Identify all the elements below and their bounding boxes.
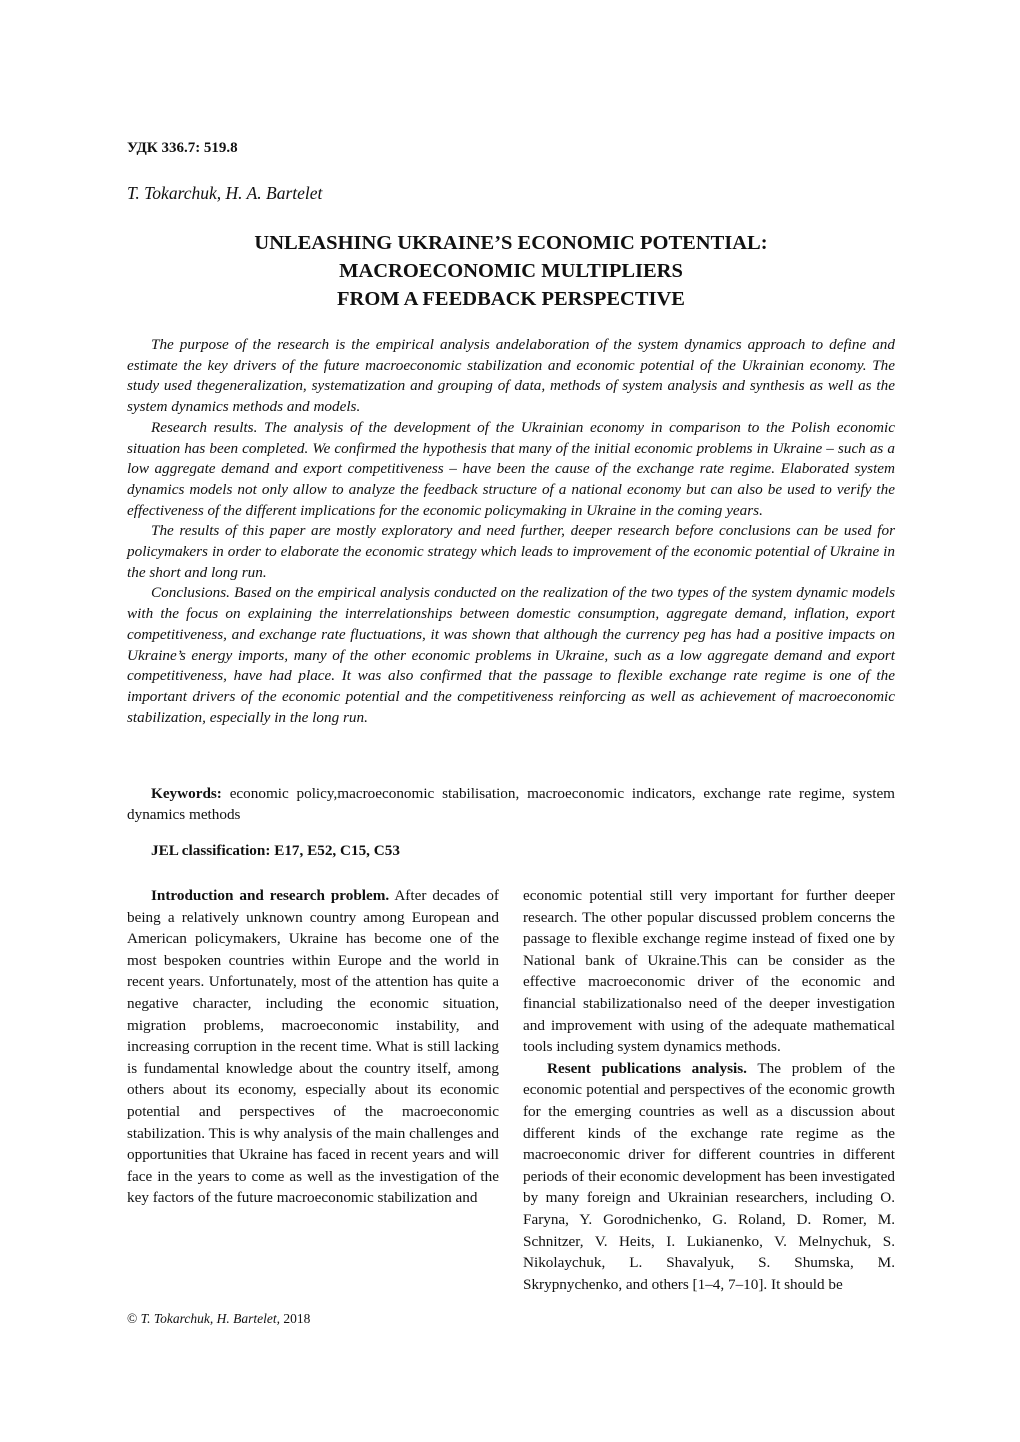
- recent-publications-heading: Resent publications analysis.: [547, 1059, 747, 1077]
- abstract: [127, 335, 895, 728]
- authors: T. Tokarchuk, H. A. Bartelet: [127, 183, 323, 203]
- intro-text: After decades of being a relatively unknown country among European and American policymakers, Ukraine has become one of the most bespoken countries within Europe and the world in recent years. Unfortunately, most of the attention has quite a negative character, including the economic situation, migration problems, macroeconomic instability, and increasing corruption in the recent time. What is still lacking is fundamental knowledge about the country itself, among others about its economy, especially about its economic potential and perspectives of the macroeconomic stabilization. This is why analysis of the main challenges and opportunities that Ukraine has faced in recent years and will face in the years to come as well as the investigation of the key factors of the future macroeconomic stabilization and: [127, 887, 499, 1207]
- intro-heading: Introduction and research problem.: [151, 887, 390, 904]
- recent-publications-text: The problem of the economic potential and perspectives of the economic growth for the emerging countries as well as a discussion about different kinds of the exchange rate regime as the macroeconomic driver for different countries in different periods of their economic development has been investigated by many foreign and Ukrainian researchers, including O. Faryna, Y. Gorodnichenko, G. Roland, D. Romer, M. Schnitzer, V. Heits, I. Lukianenko, V. Melnychuk, S. Nikolaychuk, L. Shavalyuk, S. Shumska, M. Skrypnychenko, and others [1–4, 7–10]. It should be: [523, 1059, 895, 1293]
- copyright-symbol: ©: [127, 1311, 138, 1326]
- abstract-exploratory: The results of this paper are mostly exploratory and need further, deeper research before conclusions can be used for policymakers in order to elaborate the economic strategy which leads to improvement of the economic potential of Ukraine in the short and long run.: [127, 522, 895, 581]
- keywords-label: Keywords:: [151, 785, 222, 802]
- udc-code: УДК 336.7: 519.8: [127, 140, 238, 156]
- copyright-year: 2018: [283, 1311, 311, 1326]
- copyright-authors: T. Tokarchuk, H. Bartelet,: [140, 1311, 281, 1326]
- intro-continuation: economic potential still very important for further deeper research. The other popular discussed problem concerns the passage to flexible exchange regime instead of fixed one by National bank of Ukraine.This can be consider as the effective macroeconomic driver of the economic and financial stabilizationalso need of the deeper investigation and improvement with using of the adequate mathematical tools including system dynamics methods.: [523, 887, 895, 1056]
- body-column-left: [127, 885, 499, 1209]
- title-line-1: UNLEASHING UKRAINE’S ECONOMIC POTENTIAL:: [254, 232, 768, 254]
- keywords: [127, 783, 895, 825]
- jel-classification: JEL classification: E17, E52, C15, C53: [151, 842, 400, 859]
- recent-publications-paragraph: [523, 1058, 895, 1296]
- abstract-conclusions: Conclusions. Based on the empirical analysis conducted on the realization of the two types of the system dynamic models with the focus on explaining the interrelationships between domestic consumption, aggregate demand, inflation, export competitiveness, and exchange rate fluctuations, it was shown that although the currency peg has had a positive impacts on Ukraine’s energy imports, many of the other economic problems in Ukraine, such as a low aggregate demand and export competitiveness, have had place. It was also confirmed that the passage to flexible exchange rate regime is one of the important drivers of the economic potential and the competitiveness reinforcing as well as achievement of macroeconomic stabilization, especially in the long run.: [127, 584, 895, 726]
- copyright: [127, 1311, 310, 1327]
- title-line-2: MACROECONOMIC MULTIPLIERS: [339, 260, 683, 282]
- keywords-text: economic policy,macroeconomic stabilisation, macroeconomic indicators, exchange rate regime, system dynamics methods: [127, 785, 895, 823]
- body-column-right: [523, 885, 895, 1295]
- intro-paragraph: [127, 885, 499, 1209]
- abstract-results: Research results. The analysis of the development of the Ukrainian economy in comparison to the Polish economic situation has been completed. We confirmed the hypothesis that many of the initial economic problems in Ukraine – such as a low aggregate demand and export competitiveness – have been the cause of the exchange rate regime. Elaborated system dynamics models not only allow to analyze the feedback structure of a national economy but can also be used to verify the effectiveness of the different implications for the economic policymaking in Ukraine in the coming years.: [127, 418, 895, 519]
- abstract-purpose: The purpose of the research is the empirical analysis andelaboration of the system dynamics approach to define and estimate the key drivers of the future macroeconomic stabilization and economic potential of the Ukrainian economy. The study used thegeneralization, systematization and grouping of data, methods of system analysis and synthesis as well as the system dynamics methods and models.: [127, 336, 895, 416]
- title-line-3: FROM A FEEDBACK PERSPECTIVE: [337, 288, 685, 310]
